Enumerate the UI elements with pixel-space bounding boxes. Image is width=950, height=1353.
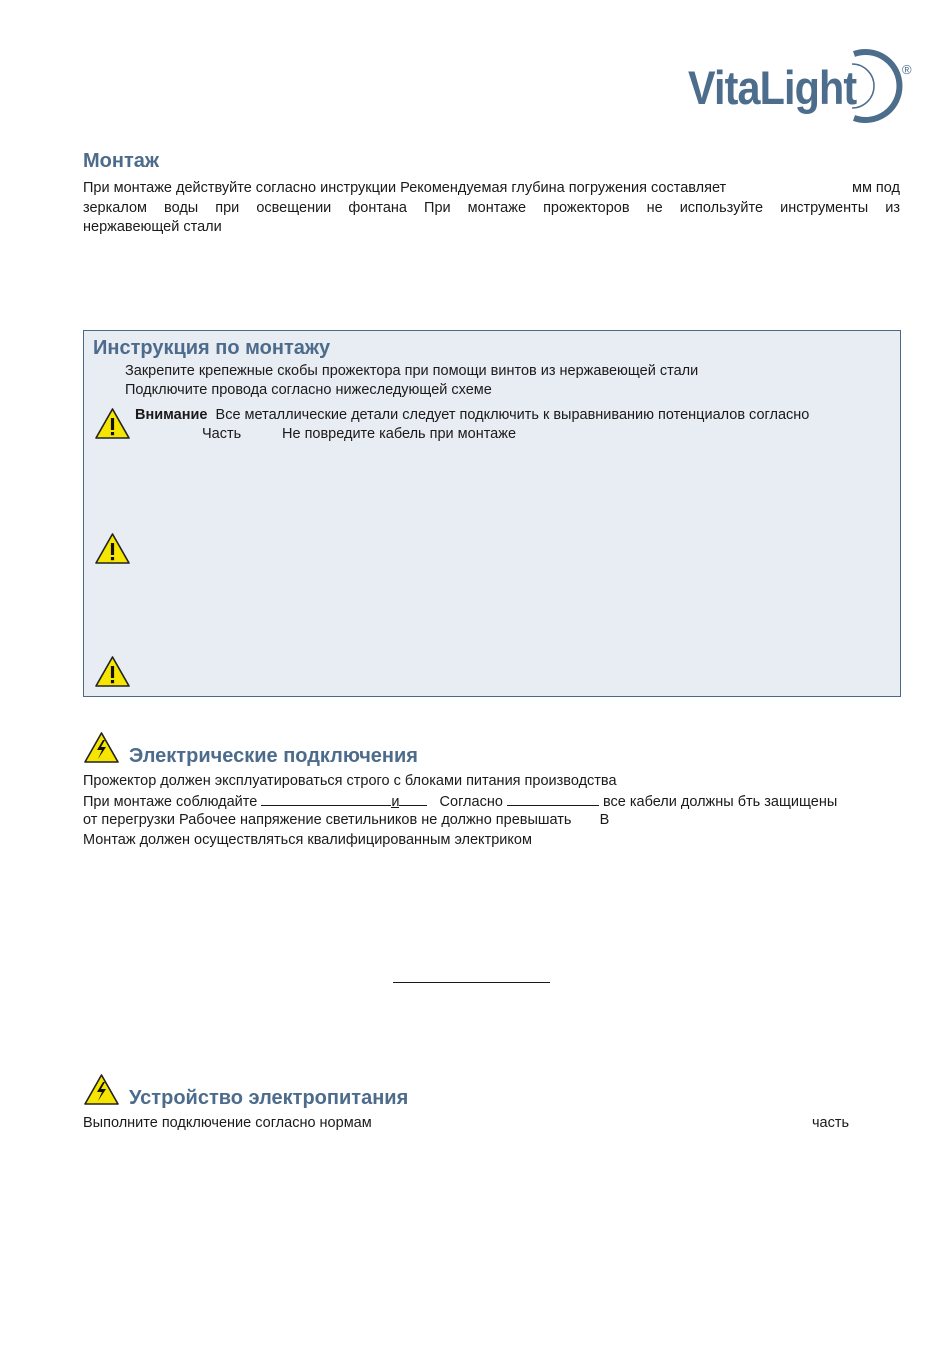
warning-icon	[94, 532, 131, 565]
warning-label: Внимание	[135, 407, 208, 423]
power-supply-title: Устройство электропитания	[129, 1087, 409, 1109]
vitalight-logo	[688, 48, 918, 123]
mounting-paragraph	[83, 179, 900, 238]
electrical-line-1: Прожектор должен эксплуатироваться строго с блоками питания производства	[83, 773, 617, 789]
warning-cable-text: Не повредите кабель при монтаже	[282, 426, 517, 442]
electrical-line-3: от перегрузки Рабочее напряжение светильников не должно превышать В	[83, 812, 610, 828]
power-part-label: часть	[812, 1115, 850, 1131]
instruction-item-2: Подключите провода согласно нижеследующей схеме	[125, 382, 492, 398]
power-line-1: Выполните подключение согласно нормам	[83, 1115, 372, 1131]
mounting-line-2: зеркалом воды при освещении фонтана При монтаже прожекторов не используйте инструменты из	[83, 199, 900, 216]
warning-text-line-1: Внимание Все металлические детали следует подключить к выравниванию потенциалов согласно	[135, 407, 810, 423]
mounting-title: Монтаж	[83, 150, 160, 172]
mounting-line-3: нержавеющей стали	[83, 219, 222, 235]
registered-mark: ®	[902, 62, 912, 77]
electrical-line-2: При монтаже соблюдайте и Согласно все кабели должны бть защищены	[83, 791, 900, 813]
warning-icon	[94, 655, 131, 688]
and-word: и	[391, 794, 400, 810]
blank-line	[507, 791, 599, 806]
electrical-line-4: Монтаж должен осуществляться квалифицированным электриком	[83, 832, 532, 848]
instructions-title: Инструкция по монтажу	[93, 337, 331, 359]
blank-line	[399, 791, 427, 806]
blank-line	[261, 791, 391, 806]
installation-instructions-box	[83, 330, 901, 697]
electrical-title: Электрические подключения	[129, 745, 418, 767]
warning-icon	[94, 407, 131, 440]
instruction-item-1: Закрепите крепежные скобы прожектора при помощи винтов из нержавеющей стали	[125, 363, 699, 379]
logo-crescent-icon	[846, 48, 904, 123]
mounting-line-1: При монтаже действуйте согласно инструкции Рекомендуемая глубина погружения составляет мм под	[83, 180, 900, 196]
logo-text: VitaLight	[688, 61, 857, 114]
electric-hazard-icon	[83, 731, 120, 764]
warning-part-label: Часть	[202, 426, 242, 442]
separator-line	[393, 982, 550, 983]
electric-hazard-icon	[83, 1073, 120, 1106]
